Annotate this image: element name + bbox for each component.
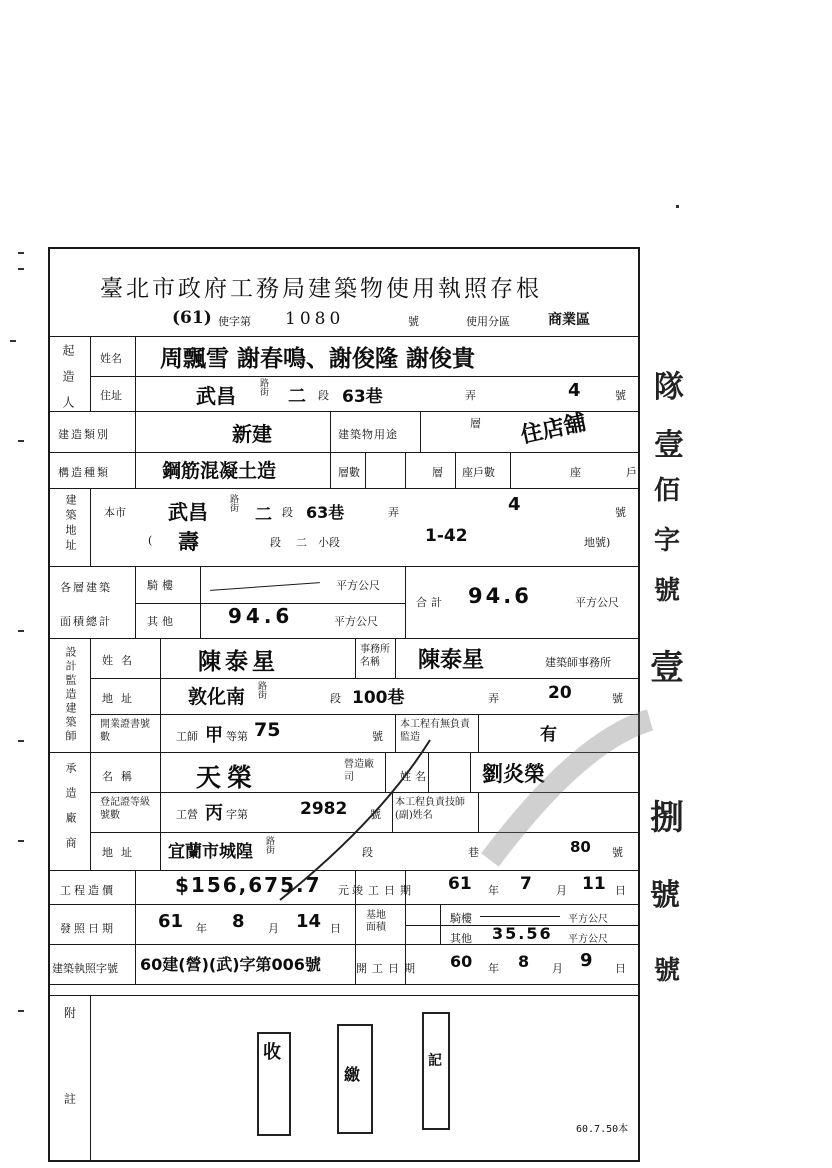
designer-addr-street: 敦化南 <box>188 686 246 708</box>
designer-addr-label: 地址 <box>102 692 140 705</box>
contractor-addr-lane: 巷 <box>468 846 479 859</box>
area-other-value: 94.6 <box>228 604 294 628</box>
designer-name-label: 姓名 <box>102 654 140 667</box>
applicant-addr-no: 4 <box>568 380 581 401</box>
cost-label: 工程造價 <box>60 884 116 897</box>
receipt-stamp <box>257 1032 291 1136</box>
designer-supervise-label: 本工程有無負責監造 <box>400 719 470 743</box>
margin-char-5: 號 <box>654 576 681 606</box>
base-other-unit: 平方公尺 <box>568 934 608 945</box>
applicant-names: 周飄雪 謝春鳴、謝俊隆 謝俊貴 <box>160 346 476 372</box>
complete-year-label: 年 <box>488 884 499 897</box>
category-value: 新建 <box>232 422 272 446</box>
zone-label: 使用分區 <box>466 315 510 328</box>
area-total-unit: 平方公尺 <box>575 596 619 609</box>
site-land-no: 1-42 <box>425 526 468 546</box>
structure-label: 構造種類 <box>58 466 110 479</box>
margin-char-2: 壹 <box>654 428 684 463</box>
use-value: 住店舖 <box>518 410 589 449</box>
complete-day-label: 日 <box>615 884 626 897</box>
designer-license-grade: 甲 <box>205 725 223 746</box>
area-other-unit: 平方公尺 <box>334 615 378 628</box>
designer-supervise-value: 有 <box>540 725 557 745</box>
cost-value: $156,675.7 <box>175 873 322 897</box>
contractor-addr-value: 宜蘭市城隍 <box>168 842 253 862</box>
applicant-addr-nong: 弄 <box>465 389 476 402</box>
start-day-label: 日 <box>615 962 626 975</box>
complete-month: 7 <box>520 874 532 894</box>
site-nong: 弄 <box>388 506 399 519</box>
area-group-label-1: 各層建築 <box>60 581 112 594</box>
site-hao: 號 <box>615 506 626 519</box>
site-lane: 63巷 <box>306 503 345 522</box>
margin-char-7: 捌 <box>650 798 684 838</box>
contractor-addr-hao: 號 <box>612 846 623 859</box>
permit-char-label: 使字第 <box>218 315 251 328</box>
designer-office-suffix: 建築師事務所 <box>545 656 611 669</box>
record-stamp <box>422 1012 450 1130</box>
start-day: 9 <box>580 950 593 971</box>
permit-number-suffix: 號 <box>408 315 419 328</box>
designer-license-prefix: 工師 <box>176 730 198 743</box>
contractor-company-suffix: 營造廠司 <box>344 759 374 783</box>
use-label: 建築物用途 <box>338 428 398 441</box>
base-arcade-unit: 平方公尺 <box>568 914 608 925</box>
floors-label: 層數 <box>338 466 360 479</box>
margin-char-1: 隊 <box>654 370 684 405</box>
contractor-reg-no: 2982 <box>300 799 348 819</box>
floors-unit: 層 <box>432 466 443 479</box>
start-year: 60 <box>450 952 473 971</box>
area-total-label: 合計 <box>416 596 446 609</box>
site-duan: 段 <box>282 506 293 519</box>
start-month: 8 <box>518 952 530 971</box>
designer-addr-lane: 100巷 <box>352 688 405 708</box>
area-total-value: 94.6 <box>468 584 532 608</box>
margin-char-4: 字 <box>654 526 681 556</box>
start-year-label: 年 <box>488 962 499 975</box>
designer-license-label: 開業證書號數 <box>100 719 150 743</box>
complete-year: 61 <box>448 874 472 894</box>
complete-day: 11 <box>582 874 606 894</box>
permit-year: (61) <box>172 308 212 328</box>
permit-number: 1080 <box>285 309 345 329</box>
site-city-label: 本市 <box>104 506 126 519</box>
contractor-addr-duan: 段 <box>362 846 373 859</box>
designer-addr-hao: 號 <box>612 692 623 705</box>
issue-month-label: 月 <box>268 922 279 935</box>
applicant-group-label: 起造人 <box>61 344 75 422</box>
applicant-addr-hao: 號 <box>615 389 626 402</box>
footer-code: 60.7.50本 <box>576 1124 629 1135</box>
area-arcade-unit: 平方公尺 <box>336 579 380 592</box>
applicant-addr-section: 二 <box>288 386 306 407</box>
notes-label-1: 附 <box>64 1006 77 1020</box>
notes-label-2: 註 <box>64 1092 77 1106</box>
issue-day-label: 日 <box>330 922 341 935</box>
designer-name-value: 陳泰星 <box>198 649 279 675</box>
contractor-name-label: 名稱 <box>102 770 140 783</box>
applicant-addr-duan: 段 <box>318 389 329 402</box>
contractor-addr-label: 地址 <box>102 846 140 859</box>
cost-unit: 元 <box>338 884 349 897</box>
base-label: 基地面積 <box>366 910 386 933</box>
base-other-value: 35.56 <box>492 924 553 943</box>
site-group-label: 建築地址 <box>64 494 77 554</box>
issue-year-label: 年 <box>196 922 207 935</box>
issue-month: 8 <box>232 911 245 932</box>
units-seat: 座 <box>570 466 581 479</box>
contractor-person-value: 劉炎榮 <box>482 762 545 786</box>
site-section: 二 <box>255 505 272 525</box>
designer-addr-no: 20 <box>548 683 572 703</box>
contractor-reg-label: 登記證等級號數 <box>100 797 150 821</box>
contractor-group-label: 承造廠商 <box>64 762 77 862</box>
zone-value: 商業區 <box>548 312 590 328</box>
units-label: 座戶數 <box>462 466 495 479</box>
site-street: 武昌 <box>168 500 208 524</box>
payment-stamp-text: 繳 <box>344 1065 361 1084</box>
structure-value: 鋼筋混凝土造 <box>162 460 277 482</box>
category-label: 建造類別 <box>58 428 110 441</box>
area-arcade-label: 騎樓 <box>147 579 177 592</box>
contractor-addr-jie: 路街 <box>266 837 276 856</box>
base-other-label: 其他 <box>450 932 472 945</box>
scan-smudge <box>200 700 660 1000</box>
site-land-district: 壽 <box>178 530 199 554</box>
contractor-addr-no: 80 <box>570 838 591 856</box>
designer-office-value: 陳泰星 <box>418 648 485 673</box>
contractor-name-value: 天榮 <box>196 763 259 792</box>
margin-char-9: 號 <box>654 956 681 986</box>
complete-month-label: 月 <box>556 884 567 897</box>
area-group-label-2: 面積總計 <box>60 615 112 628</box>
applicant-addr-street: 武昌 <box>196 384 236 408</box>
payment-stamp <box>337 1024 373 1134</box>
contractor-reg-grade: 丙 <box>205 803 223 824</box>
contractor-reg-mid: 字第 <box>226 808 248 821</box>
site-jie: 路街 <box>230 495 240 514</box>
use-floor-label: 層 <box>470 417 481 430</box>
contractor-person-label: 姓名 <box>400 770 430 783</box>
form-title: 臺北市政府工務局建築物使用執照存根 <box>100 276 542 302</box>
contractor-tech-label: 本工程負責技師(副)姓名 <box>395 797 465 821</box>
contractor-reg-prefix: 工營 <box>176 808 198 821</box>
designer-addr-duan: 段 <box>330 692 341 705</box>
designer-office-label: 事務所名稱 <box>360 644 390 668</box>
permit-no-value: 60建(營)(武)字第006號 <box>140 955 321 974</box>
site-open-paren: ( <box>148 534 153 547</box>
permit-no-label: 建築執照字號 <box>52 962 118 975</box>
site-land-hao: 地號) <box>584 536 611 549</box>
area-other-label: 其他 <box>147 615 177 628</box>
site-land-section-label: 段 <box>270 536 281 549</box>
designer-addr-nong: 弄 <box>488 692 499 705</box>
margin-char-3: 佰 <box>654 476 681 506</box>
record-stamp-text: 記 <box>428 1053 442 1069</box>
designer-license-suffix: 號 <box>372 730 383 743</box>
applicant-name-label: 姓名 <box>100 352 122 365</box>
applicant-addr-jie: 路街 <box>260 379 270 398</box>
start-label: 開工日期 <box>356 962 420 975</box>
margin-char-8: 號 <box>650 878 680 913</box>
base-arcade-label: 騎樓 <box>450 912 472 925</box>
margin-char-6: 壹 <box>650 648 684 688</box>
issue-label: 發照日期 <box>60 922 116 935</box>
site-land-subsection-label: 小段 <box>318 536 340 549</box>
designer-group-label: 設計監造建築師 <box>64 646 77 744</box>
site-land-section: 二 <box>296 536 307 549</box>
complete-label: 竣工日期 <box>352 884 416 897</box>
issue-day: 14 <box>296 911 322 932</box>
receipt-stamp-text: 收 <box>263 1042 281 1063</box>
contractor-reg-suffix: 號 <box>370 808 381 821</box>
start-month-label: 月 <box>552 962 563 975</box>
designer-license-no: 75 <box>254 719 281 741</box>
designer-license-mid: 等第 <box>226 730 248 743</box>
site-no: 4 <box>508 494 521 515</box>
applicant-addr-lane: 63巷 <box>342 387 383 407</box>
issue-year: 61 <box>158 911 184 932</box>
units-hu: 戶 <box>626 466 637 479</box>
area-arcade-dash <box>210 582 320 591</box>
designer-addr-jie: 路街 <box>258 682 268 701</box>
applicant-addr-label: 住址 <box>100 389 122 402</box>
